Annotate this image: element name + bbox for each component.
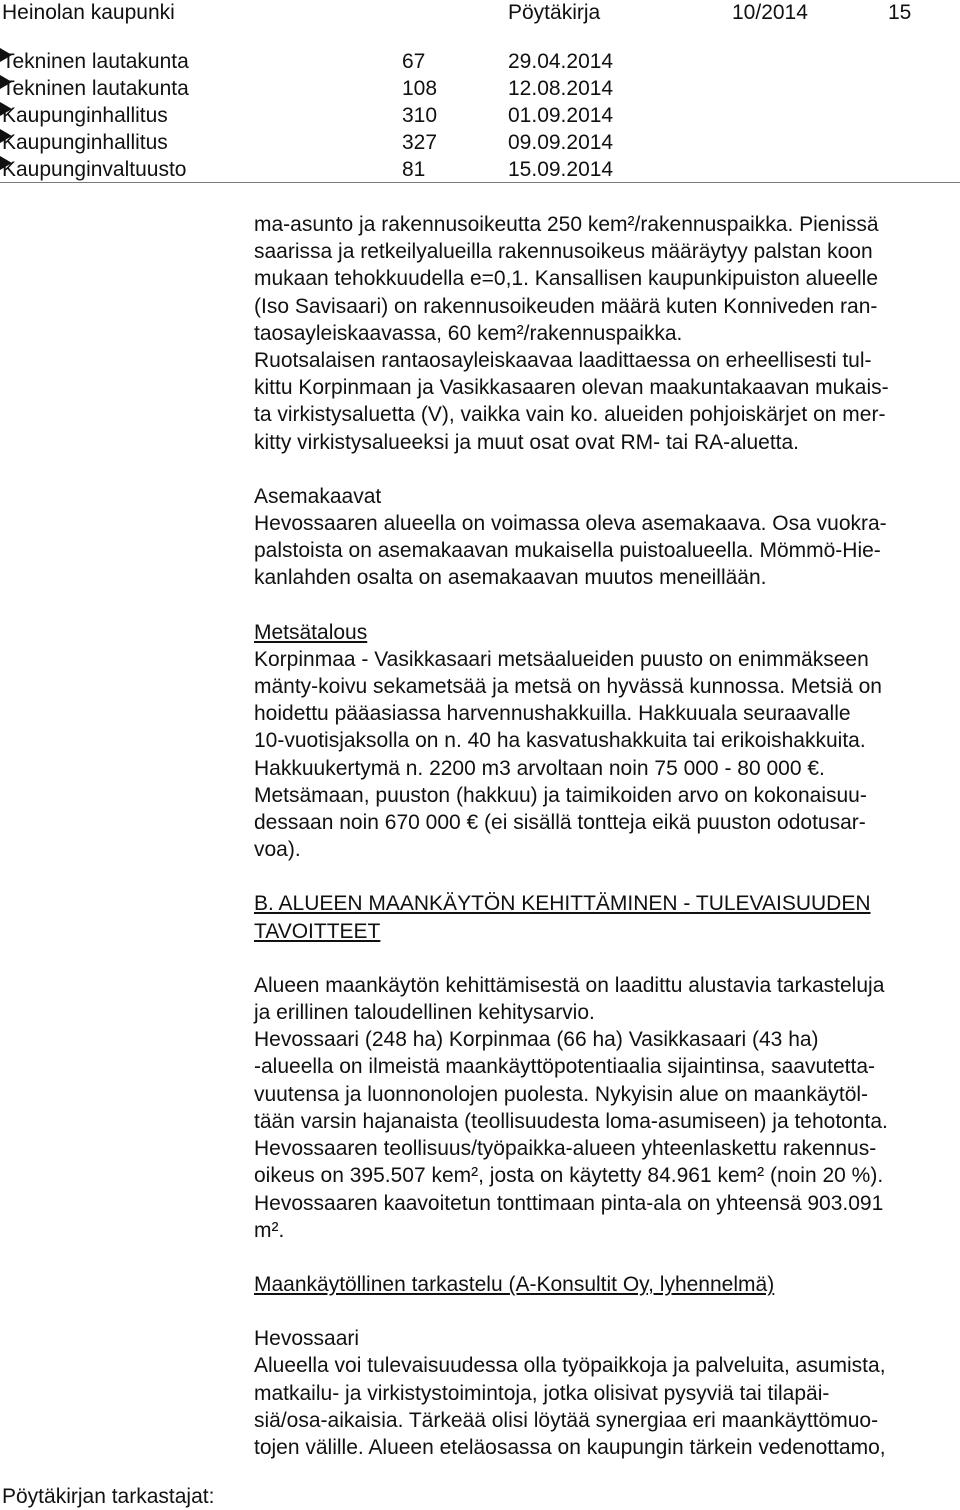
section-hevossaari [254,1325,954,1461]
text-line: Alueen maankäytön kehittämisestä on laadittu alustavia tarkasteluja [254,973,885,997]
text-line: Hevossaaren kaavoitetun tonttimaan pinta-ala on yhteensä 903.091 [254,1191,884,1215]
text-line: Korpinmaa - Vasikkasaari metsäalueiden puusto on enimmäkseen [254,647,869,671]
text-line: Alueella voi tulevaisuudessa olla työpaikkoja ja palveluita, asumista, [254,1354,886,1378]
footer-reviewers-label: Pöytäkirjan tarkastajat: [2,1485,215,1508]
document-body [254,211,954,1461]
section-heading: Asemakaavat [254,484,382,508]
text-line: dessaan noin 670 000 € (ei sisällä tontteja eikä puuston odotusar- [254,811,866,835]
section-metsatalous [254,619,954,864]
text-line: siä/osa-aikaisia. Tärkeää olisi löytää synergiaa eri maankäyttömuo- [254,1408,879,1432]
text-line: matkailu- ja virkistystoimintoja, jotka olisivat pysyviä tai tilapäi- [254,1381,830,1405]
section-heading: TAVOITTEET [254,919,381,943]
text-line: kanlahden osalta on asemakaavan muutos meneillään. [254,566,767,590]
header-issue: 10/2014 [732,1,808,24]
text-line: Hevossaari (248 ha) Korpinmaa (66 ha) Vasikkasaari (43 ha) [254,1028,819,1052]
meeting-row [0,75,960,102]
header-page-number: 15 [888,1,912,24]
paragraph-zoning [254,211,954,456]
text-line: palstoista on asemakaavan mukaisella puistoalueella. Mömmö-Hie- [254,539,881,563]
meeting-body: Tekninen lautakunta [2,77,189,100]
meeting-date: 01.09.2014 [508,104,614,127]
text-line: m². [254,1218,285,1242]
meeting-body: Tekninen lautakunta [2,50,189,73]
text-line: saarissa ja retkeilyalueilla rakennusoikeus määräytyy palstan koon [254,240,873,264]
text-line: Ruotsalaisen rantaosayleiskaavaa laadittaessa on erheellisesti tul- [254,349,872,373]
meeting-body: Kaupunginhallitus [2,104,168,127]
meeting-date: 12.08.2014 [508,77,614,100]
text-line: taosayleiskaavassa, 60 kem²/rakennuspaikka. [254,321,683,345]
section-heading: Hevossaari [254,1327,360,1351]
meeting-row [0,129,960,156]
text-line: mänty-koivu sekametsää ja metsä on hyvässä kunnossa. Metsiä on [254,675,882,699]
text-line: -alueella on ilmeistä maankäyttöpotentiaalia sijaintinsa, saavutetta- [254,1055,876,1079]
page-header [0,0,960,26]
meeting-date: 15.09.2014 [508,158,614,181]
text-line: tojen välille. Alueen eteläosassa on kaupungin tärkein vedenottamo, [254,1435,886,1459]
text-line: oikeus on 395.507 kem², josta on käytetty 84.961 kem² (noin 20 %). [254,1164,884,1188]
text-line: ma-asunto ja rakennusoikeutta 250 kem²/rakennuspaikka. Pienissä [254,213,879,236]
meeting-body: Kaupunginvaltuusto [2,158,187,181]
meeting-row [0,102,960,129]
text-line: Hevossaaren teollisuus/työpaikka-alueen yhteenlaskettu rakennus- [254,1137,877,1161]
text-line: (Iso Savisaari) on rakennusoikeuden määrä kuten Konniveden ran- [254,294,878,318]
meeting-row [0,48,960,75]
section-tarkastelu [254,1271,954,1298]
text-line: Metsämaan, puuston (hakkuu) ja taimikoiden arvo on kokonaisuu- [254,783,867,807]
meeting-number: 67 [402,50,426,73]
text-line: hoidettu pääasiassa harvennushakkuilla. Hakkuuala seuraavalle [254,702,851,726]
section-heading: Metsätalous [254,620,368,644]
text-line: 10-vuotisjaksolla on n. 40 ha kasvatushakkuita tai erikoishakkuita. [254,729,866,753]
text-line: voa). [254,838,301,862]
divider [0,182,960,183]
text-line: ja erillinen taloudellinen kehitysarvio. [254,1001,595,1025]
meeting-number: 310 [402,104,438,127]
meeting-number: 81 [402,158,426,181]
meeting-history [0,48,960,183]
text-line: kitty virkistysalueeksi ja muut osat ovat RM- tai RA-aluetta. [254,430,800,454]
text-line: vuutensa ja luonnonolojen puolesta. Nykyisin alue on maankäytöl- [254,1082,869,1106]
text-line: kittu Korpinmaan ja Vasikkasaaren olevan maakuntakaavan mukais- [254,376,889,400]
meeting-body: Kaupunginhallitus [2,131,168,154]
section-heading: Maankäytöllinen tarkastelu (A-Konsultit Oy, lyhennelmä) [254,1272,775,1296]
section-heading: B. ALUEEN MAANKÄYTÖN KEHITTÄMINEN - TULEVAISUUDEN [254,892,871,916]
text-line: tään varsin hajanaista (teollisuudesta loma-asumiseen) ja tehotonta. [254,1109,888,1133]
section-b [254,890,954,1243]
meeting-date: 09.09.2014 [508,131,614,154]
meeting-number: 108 [402,77,438,100]
header-doc-type: Pöytäkirja [508,1,601,24]
header-city: Heinolan kaupunki [2,1,175,24]
meeting-number: 327 [402,131,438,154]
meeting-row [0,156,960,183]
text-line: Hevossaaren alueella on voimassa oleva asemakaava. Osa vuokra- [254,512,887,536]
section-asemakaavat [254,483,954,592]
text-line: ta virkistysaluetta (V), vaikka vain ko. alueiden pohjoiskärjet on mer- [254,403,886,427]
text-line: Hakkuukertymä n. 2200 m3 arvoltaan noin 75 000 - 80 000 €. [254,756,825,780]
text-line: mukaan tehokkuudella e=0,1. Kansallisen kaupunkipuiston alueelle [254,267,879,291]
meeting-date: 29.04.2014 [508,50,614,73]
